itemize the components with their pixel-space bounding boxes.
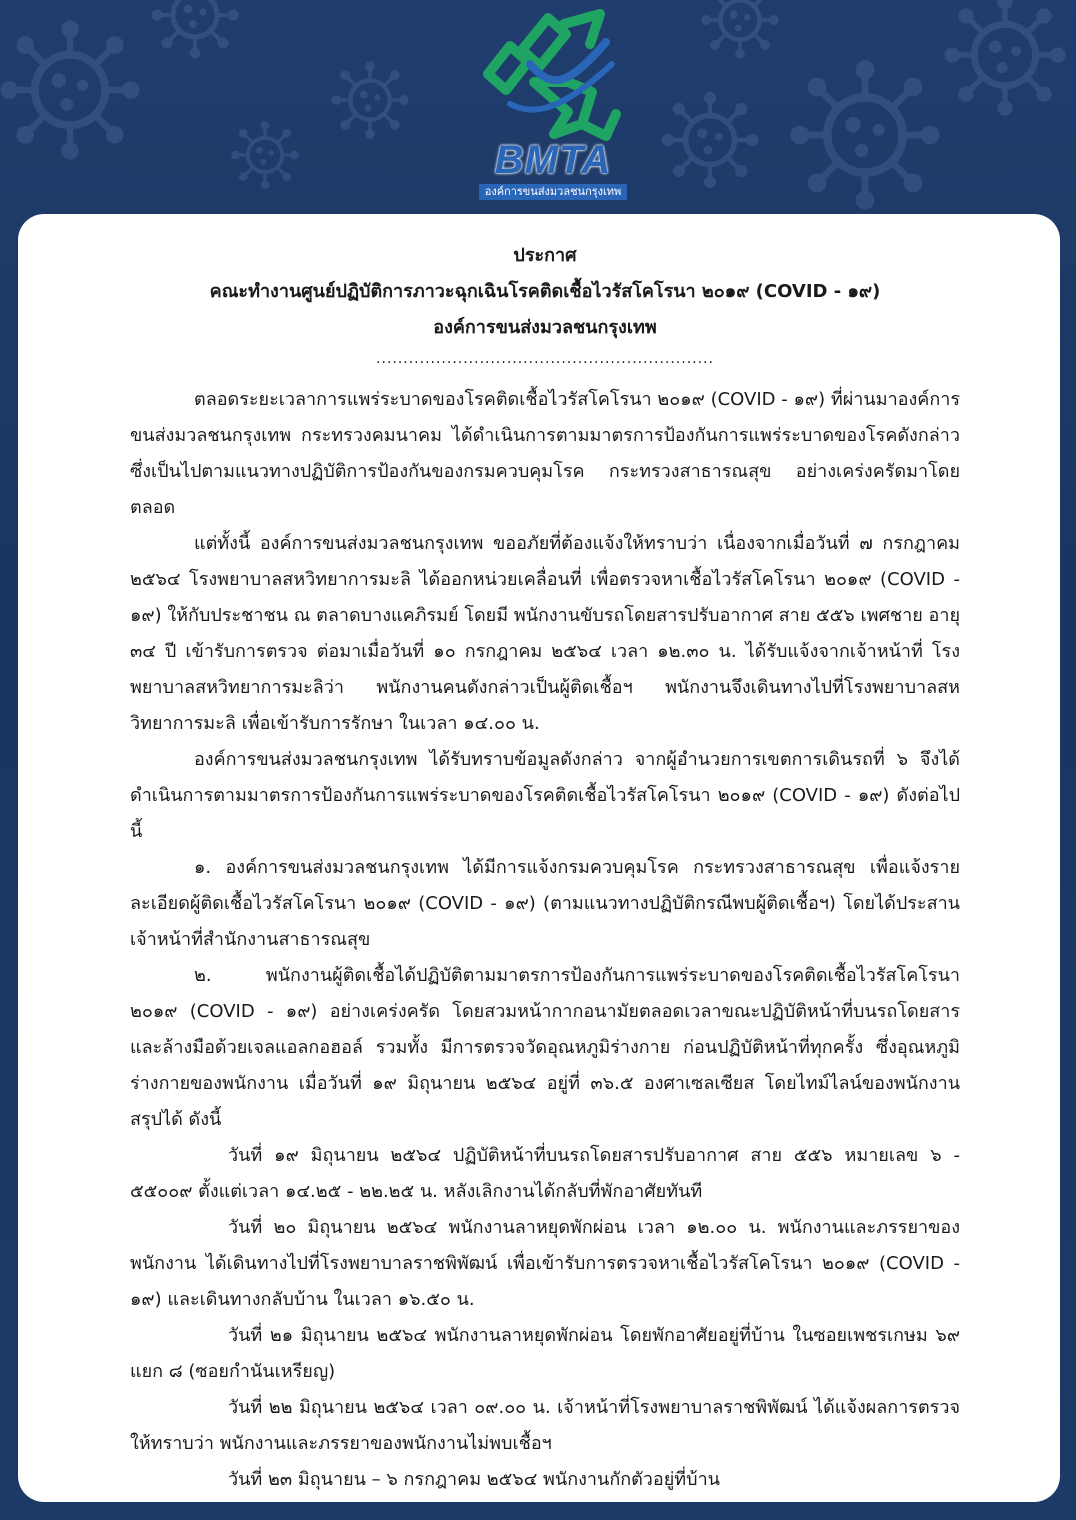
virus-decoration-icon <box>0 20 140 160</box>
announcement-document <box>130 238 960 1498</box>
paragraph-item-1: ๑. องค์การขนส่งมวลชนกรุงเทพ ได้มีการแจ้งกรมควบคุมโรค กระทรวงสาธารณสุข เพื่อแจ้งรายละเอียดผู้ติดเชื้อไวรัสโคโรนา ๒๐๑๙ (COVID - ๑๙) (ตามแนวทางปฏิบัติกรณีพบผู้ติดเชื้อฯ) โดยได้ประสานเจ้าหน้าที่สำนักงานสาธารณสุข <box>130 857 960 950</box>
virus-decoration-icon <box>330 60 410 140</box>
timeline-entry: วันที่ ๒๒ มิถุนายน ๒๕๖๔ เวลา ๐๙.๐๐ น. เจ้าหน้าที่โรงพยาบาลราชพิพัฒน์ ได้แจ้งผลการตรวจให้ทราบว่า พนักงานและภรรยาของพนักงานไม่พบเชื้อฯ <box>130 1397 960 1454</box>
virus-decoration-icon <box>700 0 780 60</box>
heading-organization: องค์การขนส่งมวลชนกรุงเทพ <box>433 317 657 338</box>
paragraph-measures: องค์การขนส่งมวลชนกรุงเทพ ได้รับทราบข้อมูลดังกล่าว จากผู้อำนวยการเขตการเดินรถที่ ๖ จึงได้ดำเนินการตามมาตรการป้องกันการแพร่ระบาดของโรคติดเชื้อไวรัสโคโรนา ๒๐๑๙ (COVID - ๑๙) ดังต่อไปนี้ <box>130 749 960 842</box>
paragraph-item-2: ๒. พนักงานผู้ติดเชื้อได้ปฏิบัติตามมาตรการป้องกันการแพร่ระบาดของโรคติดเชื้อไวรัสโคโรนา ๒๐๑๙ (COVID - ๑๙) อย่างเคร่งครัด โดยสวมหน้ากากอนามัยตลอดเวลาขณะปฏิบัติหน้าที่บนรถโดยสาร และล้างมือด้วยเจลแอลกอฮอล์ รวมทั้ง มีการตรวจวัดอุณหภูมิร่างกาย ก่อนปฏิบัติหน้าที่ทุกครั้ง ซึ่งอุณหภูมิร่างกายของพนักงาน เมื่อวันที่ ๑๙ มิถุนายน ๒๕๖๔ อยู่ที่ ๓๖.๕ องศาเซลเซียส โดยไทม์ไลน์ของพนักงาน สรุปได้ ดังนี้ <box>130 965 960 1130</box>
paragraph-intro: ตลอดระยะเวลาการแพร่ระบาดของโรคติดเชื้อไวรัสโคโรนา ๒๐๑๙ (COVID - ๑๙) ที่ผ่านมาองค์การขนส่งมวลชนกรุงเทพ กระทรวงคมนาคม ได้ดำเนินการตามมาตรการป้องกันการแพร่ระบาดของโรคดังกล่าว ซึ่งเป็นไปตามแนวทางปฏิบัติการป้องกันของกรมควบคุมโรค กระทรวงสาธารณสุข อย่างเคร่งครัดมาโดยตลอด <box>130 389 960 518</box>
separator-dots: .............................................................. <box>376 351 714 367</box>
virus-decoration-icon <box>790 60 940 210</box>
logo-brand-text: BMTA <box>494 138 612 182</box>
logo-subtitle: องค์การขนส่งมวลชนกรุงเทพ <box>479 184 628 200</box>
timeline-entry: วันที่ ๒๑ มิถุนายน ๒๕๖๔ พนักงานลาหยุดพักผ่อน โดยพักอาศัยอยู่ที่บ้าน ในซอยเพชรเกษม ๖๙ แยก ๘ (ซอยกำนันเหรียญ) <box>130 1325 960 1382</box>
virus-decoration-icon <box>150 0 240 60</box>
bmta-logo <box>478 140 628 200</box>
timeline-entry: วันที่ ๑๙ มิถุนายน ๒๕๖๔ ปฏิบัติหน้าที่บนรถโดยสารปรับอากาศ สาย ๕๕๖ หมายเลข ๖ - ๕๕๐๐๙ ตั้งแต่เวลา ๑๔.๒๕ - ๒๒.๒๕ น. หลังเลิกงานได้กลับที่พักอาศัยทันที <box>130 1145 960 1202</box>
paragraph-incident: แต่ทั้งนี้ องค์การขนส่งมวลชนกรุงเทพ ขออภัยที่ต้องแจ้งให้ทราบว่า เนื่องจากเมื่อวันที่ ๗ กรกฎาคม ๒๕๖๔ โรงพยาบาลสหวิทยาการมะลิ ได้ออกหน่วยเคลื่อนที่ เพื่อตรวจหาเชื้อไวรัสโคโรนา ๒๐๑๙ (COVID - ๑๙) ให้กับประชาชน ณ ตลาดบางแคภิรมย์ โดยมี พนักงานขับรถโดยสารปรับอากาศ สาย ๕๕๖ เพศชาย อายุ ๓๔ ปี เข้ารับการตรวจ ต่อมาเมื่อวันที่ ๑๐ กรกฎาคม ๒๕๖๔ เวลา ๑๒.๓๐ น. ได้รับแจ้งจากเจ้าหน้าที่ โรงพยาบาลสหวิทยาการมะลิว่า พนักงานคนดังกล่าวเป็นผู้ติดเชื้อฯ พนักงานจึงเดินทางไปที่โรงพยาบาลสหวิทยาการมะลิ เพื่อเข้ารับการรักษา ในเวลา ๑๔.๐๐ น. <box>130 533 960 734</box>
heading-announcement: ประกาศ <box>513 245 577 266</box>
virus-decoration-icon <box>230 120 300 190</box>
heading-committee: คณะทำงานศูนย์ปฏิบัติการภาวะฉุกเฉินโรคติดเชื้อไวรัสโคโรนา ๒๐๑๙ (COVID - ๑๙) <box>209 281 881 302</box>
timeline-entry: วันที่ ๒๐ มิถุนายน ๒๕๖๔ พนักงานลาหยุดพักผ่อน เวลา ๑๒.๐๐ น. พนักงานและภรรยาของพนักงาน ได้เดินทางไปที่โรงพยาบาลราชพิพัฒน์ เพื่อเข้ารับการตรวจหาเชื้อไวรัสโคโรนา ๒๐๑๙ (COVID - ๑๙) และเดินทางกลับบ้าน ในเวลา ๑๖.๕๐ น. <box>130 1217 960 1310</box>
virus-decoration-icon <box>940 0 1070 120</box>
announcement-card <box>18 214 1060 1502</box>
virus-decoration-icon <box>660 90 760 190</box>
timeline-entry: วันที่ ๒๓ มิถุนายน – ๖ กรกฎาคม ๒๕๖๔ พนักงานกักตัวอยู่ที่บ้าน <box>228 1469 720 1490</box>
